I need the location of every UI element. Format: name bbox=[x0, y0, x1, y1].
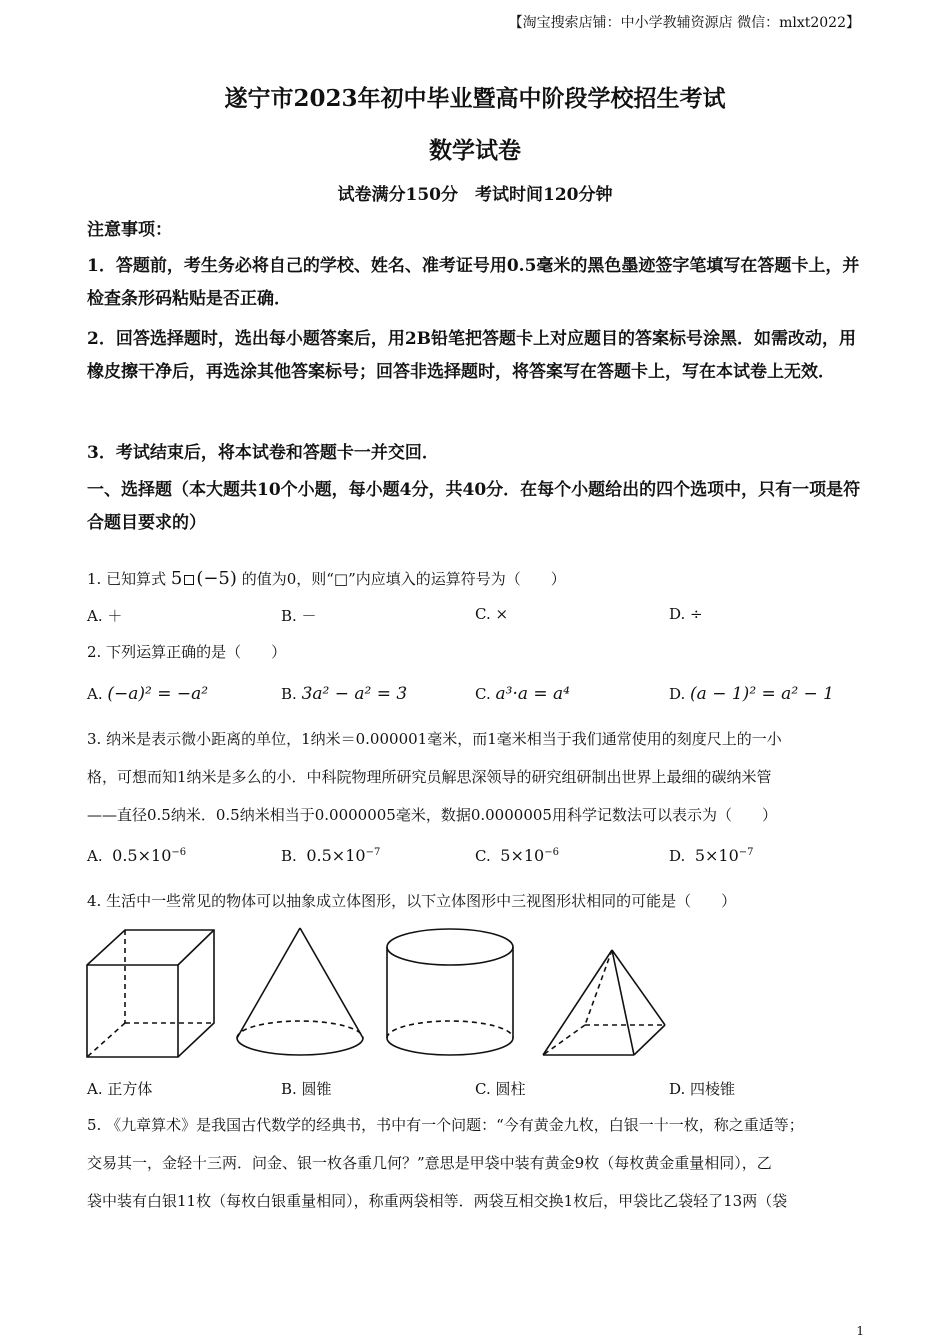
square-icon bbox=[184, 575, 194, 585]
question-5-line-3: 袋中装有白银11枚（每枚白银重量相同），称重两袋相等．两袋互相交换1枚后，甲袋比乙袋轻了13两（袋 bbox=[87, 1192, 788, 1210]
q4-option-a: A. 正方体 bbox=[87, 1080, 153, 1098]
q1-expr-a: 5 bbox=[170, 568, 183, 589]
cube-figure bbox=[80, 920, 230, 1065]
q1-option-a: A. ＋ bbox=[87, 607, 123, 625]
q1-option-d: D. ÷ bbox=[669, 605, 703, 623]
question-5-line-1: 5. 《九章算术》是我国古代数学的经典书，书中有一个问题：“今有黄金九枚，白银一十一枚，称之重适等； bbox=[87, 1116, 804, 1134]
q3-option-c: C. $5\times 10^{-6}$ bbox=[475, 846, 559, 865]
notice-item-2: 2．回答选择题时，选出每小题答案后，用2B铅笔把答题卡上对应题目的答案标号涂黑．如需改动，用橡皮擦干净后，再选涂其他答案标号；回答非选择题时，将答案写在答题卡上，写在本试卷上无效． bbox=[87, 329, 857, 382]
q1-middle: 的值为 bbox=[241, 570, 287, 588]
q1-option-c: C. × bbox=[475, 605, 509, 623]
q2-option-d-expr: (a − 1)² = a² − 1 bbox=[690, 684, 834, 704]
q1-expr-b: (−5) bbox=[196, 568, 237, 589]
q2-option-d: D. (a − 1)² = a² − 1 bbox=[669, 684, 834, 704]
q2-option-c-expr: a³·a = a⁴ bbox=[495, 684, 570, 704]
cylinder-figure bbox=[380, 920, 520, 1065]
q1-prefix: 1. 已知算式 bbox=[87, 570, 167, 588]
q2-option-a-expr: (−a)² = −a² bbox=[107, 684, 209, 704]
question-3-line-1: 3. 纳米是表示微小距离的单位，1纳米＝0.000001毫米，而1毫米相当于我们通常使用的刻度尺上的一小 bbox=[87, 730, 782, 748]
question-2-stem: 2. 下列运算正确的是（ ） bbox=[87, 643, 287, 661]
question-4-stem: 4. 生活中一些常见的物体可以抽象成立体图形，以下立体图形中三视图形状相同的可能是（ ） bbox=[87, 892, 737, 910]
pyramid-figure bbox=[535, 940, 675, 1065]
q2-option-b: B. 3a² − a² = 3 bbox=[281, 684, 408, 704]
section-1-heading: 一、选择题（本大题共10个小题，每小题4分，共40分．在每个小题给出的四个选项中，只有一项是符合题目要求的） bbox=[87, 480, 861, 533]
notice-item-1: 1．答题前，考生务必将自己的学校、姓名、准考证号用0.5毫米的黑色墨迹签字笔填写在答题卡上，并检查条形码粘贴是否正确． bbox=[87, 256, 860, 309]
q1-suffix: ，则“□”内应填入的运算符号为（ ） bbox=[296, 570, 566, 588]
notice-title: 注意事项： bbox=[87, 220, 172, 240]
q1-option-b: B. － bbox=[281, 607, 317, 625]
q4-option-d: D. 四棱锥 bbox=[669, 1080, 736, 1098]
cone-figure bbox=[230, 920, 370, 1065]
question-5-line-2: 交易其一，金轻十三两．问金、银一枚各重几何？”意思是甲袋中装有黄金9枚（每枚黄金重量相同），乙 bbox=[87, 1154, 772, 1172]
notice-item-3: 3．考试结束后，将本试卷和答题卡一并交回． bbox=[87, 443, 439, 463]
q4-option-c: C. 圆柱 bbox=[475, 1080, 526, 1098]
exam-info: 试卷满分150分 考试时间120分钟 bbox=[337, 185, 613, 205]
header-note: 【淘宝搜索店铺：中小学教辅资源店 微信：mlxt2022】 bbox=[508, 15, 860, 31]
question-1 bbox=[87, 560, 867, 598]
q4-option-b: B. 圆锥 bbox=[281, 1080, 332, 1098]
paper-title: 数学试卷 bbox=[429, 137, 521, 164]
question-3-line-2: 格，可想而知1纳米是多么的小．中科院物理所研究员解思深领导的研究组研制出世界上最细的碳纳米管 bbox=[87, 768, 772, 786]
exam-title: 遂宁市2023年初中毕业暨高中阶段学校招生考试 bbox=[224, 85, 726, 112]
question-3-line-3: ——直径0.5纳米．0.5纳米相当于0.0000005毫米，数据0.0000005用科学记数法可以表示为（ ） bbox=[87, 806, 777, 824]
q2-option-c: C. a³·a = a⁴ bbox=[475, 684, 570, 704]
q3-option-b: B. $0.5\times 10^{-7}$ bbox=[281, 846, 381, 865]
q1-zero: 0 bbox=[286, 570, 297, 588]
page-number: 1 bbox=[856, 1324, 864, 1338]
q3-option-a: A. $0.5\times 10^{-6}$ bbox=[87, 846, 187, 865]
q2-option-a: A. (−a)² = −a² bbox=[87, 684, 209, 704]
q3-option-d: D. $5\times 10^{-7}$ bbox=[669, 846, 754, 865]
q2-option-b-expr: 3a² − a² = 3 bbox=[301, 684, 408, 704]
